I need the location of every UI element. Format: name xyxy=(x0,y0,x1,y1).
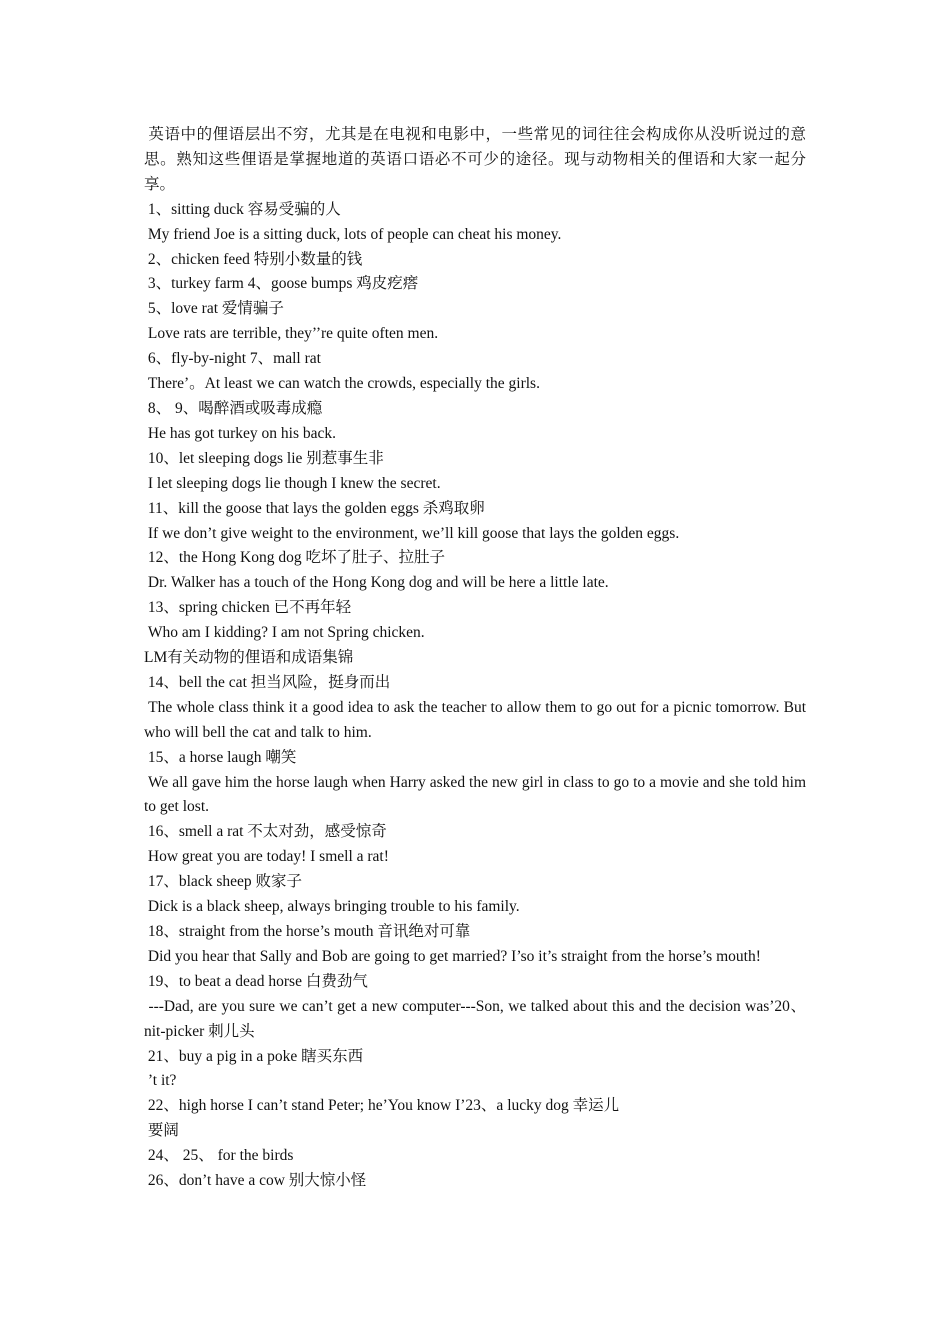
text-line: 5、love rat 爱情骗子 xyxy=(144,300,284,318)
text-line: 8、 9、喝醉酒或吸毒成瘾 xyxy=(144,399,323,417)
intro-paragraph: 英语中的俚语层出不穷，尤其是在电视和电影中，一些常见的词往往会构成你从没听说过的意思。熟知这些俚语是掌握地道的英语口语必不可少的途径。现与动物相关的俚语和大家一起分享。 xyxy=(144,126,806,193)
example-paragraph: The whole class think it a good idea to ask the teacher to allow them to go out for a picnic tomorrow. But who will bell the cat and talk to him. xyxy=(144,698,806,741)
text-line: 19、to beat a dead horse 白费劲气 xyxy=(144,972,368,990)
text-line: 16、smell a rat 不太对劲，感受惊奇 xyxy=(144,823,387,841)
text-line: 26、don’t have a cow 别大惊小怪 xyxy=(144,1172,367,1190)
text-line: 14、bell the cat 担当风险，挺身而出 xyxy=(144,673,391,691)
text-line: He has got turkey on his back. xyxy=(144,424,336,442)
text-line: 12、the Hong Kong dog 吃坏了肚子、拉肚子 xyxy=(144,549,445,567)
text-line: Dr. Walker has a touch of the Hong Kong dog and will be here a little late. xyxy=(144,574,609,592)
text-line: If we don’t give weight to the environment, we’ll kill goose that lays the golden eggs. xyxy=(144,524,680,542)
text-line: Dick is a black sheep, always bringing trouble to his family. xyxy=(144,898,520,916)
text-line: My friend Joe is a sitting duck, lots of people can cheat his money. xyxy=(144,225,562,243)
text-line: How great you are today! I smell a rat! xyxy=(144,848,389,866)
document-body xyxy=(144,123,806,1194)
text-line: 17、black sheep 败家子 xyxy=(144,873,302,891)
text-line: Love rats are terrible, they’’re quite often men. xyxy=(144,325,439,343)
text-line: 24、 25、 for the birds xyxy=(144,1147,294,1165)
text-line: 18、straight from the horse’s mouth 音讯绝对可靠 xyxy=(144,923,471,940)
text-line: 11、kill the goose that lays the golden eggs 杀鸡取卵 xyxy=(144,499,485,517)
example-paragraph: We all gave him the horse laugh when Harry asked the new girl in class to go to a movie and she told him to get lost. xyxy=(144,773,806,816)
text-line: 15、a horse laugh 嘲笑 xyxy=(144,748,297,766)
text-line: Who am I kidding? I am not Spring chicken. xyxy=(144,624,425,642)
text-line: I let sleeping dogs lie though I knew the secret. xyxy=(144,474,441,492)
text-line: ’t it? xyxy=(144,1072,177,1090)
text-line: There’。At least we can watch the crowds, especially the girls. xyxy=(144,375,540,393)
text-line: 3、turkey farm 4、goose bumps 鸡皮疙瘩 xyxy=(144,275,419,293)
text-line: 1、sitting duck 容易受骗的人 xyxy=(144,200,341,218)
section-heading: LM有关动物的俚语和成语集锦 xyxy=(144,649,354,667)
text-line: 21、buy a pig in a poke 瞎买东西 xyxy=(144,1047,364,1065)
text-line: 6、fly-by-night 7、mall rat xyxy=(144,350,321,368)
example-paragraph: Did you hear that Sally and Bob are going to get married? I’so it’s straight from the horse’s mouth! xyxy=(144,947,761,965)
text-line: 2、chicken feed 特别小数量的钱 xyxy=(144,250,363,268)
text-line: 13、spring chicken 已不再年轻 xyxy=(144,599,352,617)
text-line: 要阔 xyxy=(144,1122,179,1140)
text-line: 10、let sleeping dogs lie 别惹事生非 xyxy=(144,449,384,467)
text-line: 22、high horse I can’t stand Peter; he’You know I’23、a lucky dog 幸运儿 xyxy=(144,1097,620,1115)
example-paragraph: ---Dad, are you sure we can’t get a new computer---Son, we talked about this and the decision was’20、nit-picker 刺儿头 xyxy=(144,997,806,1040)
